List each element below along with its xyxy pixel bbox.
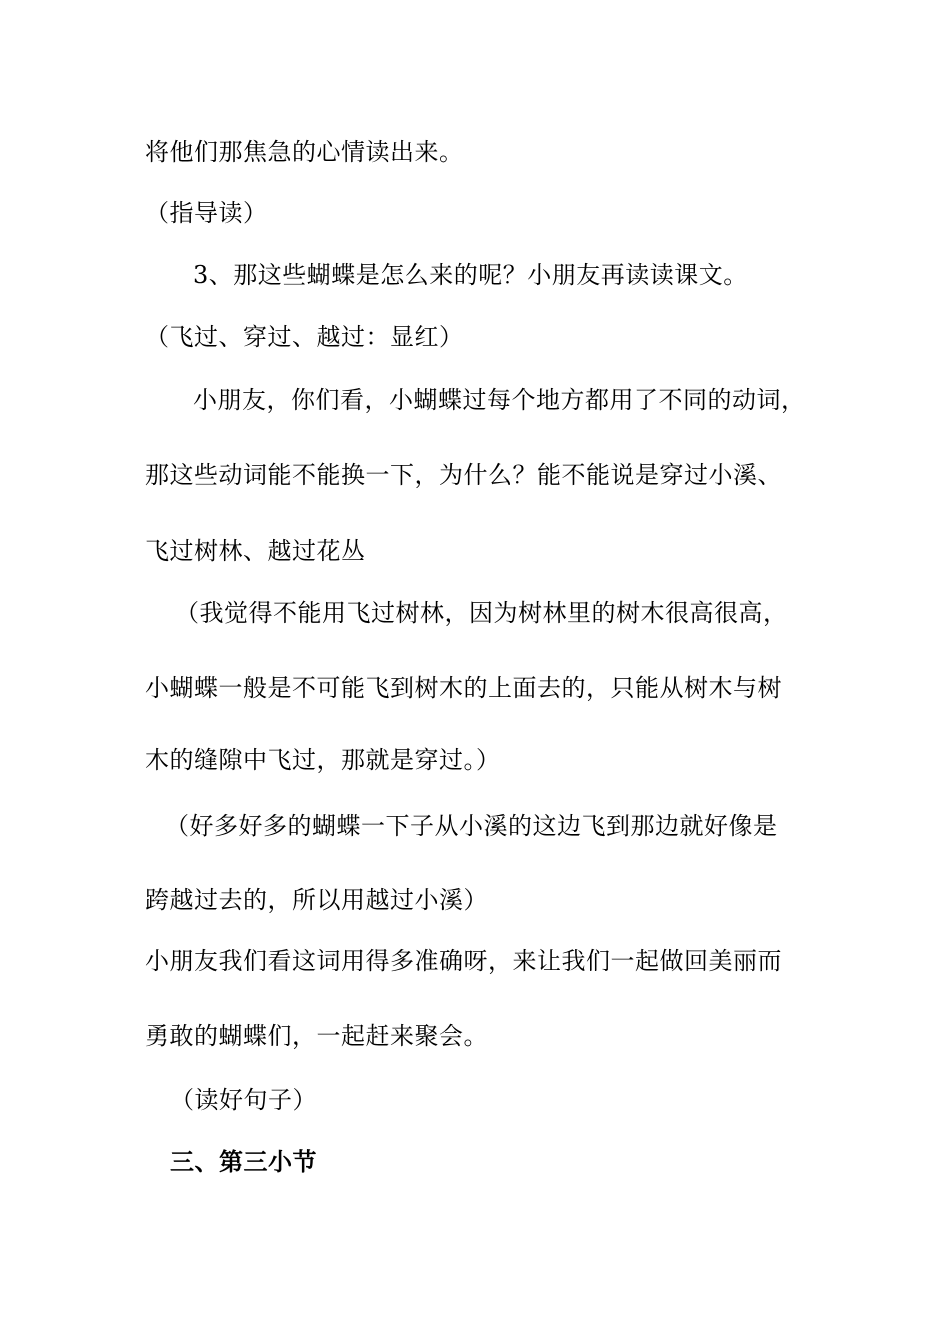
paragraph-line: （飞过、穿过、越过：显红） xyxy=(145,323,464,351)
paragraph-line: 飞过树林、越过花丛 xyxy=(145,537,366,565)
paragraph-line: （好多好多的蝴蝶一下子从小溪的这边飞到那边就好像是 xyxy=(165,812,778,840)
paragraph-line: 勇敢的蝴蝶们，一起赶来聚会。 xyxy=(145,1022,488,1050)
paragraph-line: （指导读） xyxy=(145,199,268,227)
paragraph-line: 那这些动词能不能换一下，为什么？能不能说是穿过小溪、 xyxy=(145,461,782,489)
paragraph-line: 3、那这些蝴蝶是怎么来的呢？小朋友再读读课文。 xyxy=(193,261,748,289)
paragraph-line: 小朋友我们看这词用得多准确呀，来让我们一起做回美丽而 xyxy=(145,947,782,975)
paragraph-line: 小朋友，你们看，小蝴蝶过每个地方都用了不同的动词， xyxy=(193,386,806,414)
paragraph-line: 将他们那焦急的心情读出来。 xyxy=(145,138,464,166)
section-heading: 三、第三小节 xyxy=(170,1147,317,1176)
paragraph-line: 木的缝隙中飞过，那就是穿过。） xyxy=(145,746,501,774)
paragraph-line: （我觉得不能用飞过树林，因为树林里的树木很高很高， xyxy=(175,599,788,627)
paragraph-line: （读好句子） xyxy=(170,1086,317,1114)
paragraph-line: 小蝴蝶一般是不可能飞到树木的上面去的，只能从树木与树 xyxy=(145,674,782,702)
paragraph-line: 跨越过去的，所以用越过小溪） xyxy=(145,886,488,914)
